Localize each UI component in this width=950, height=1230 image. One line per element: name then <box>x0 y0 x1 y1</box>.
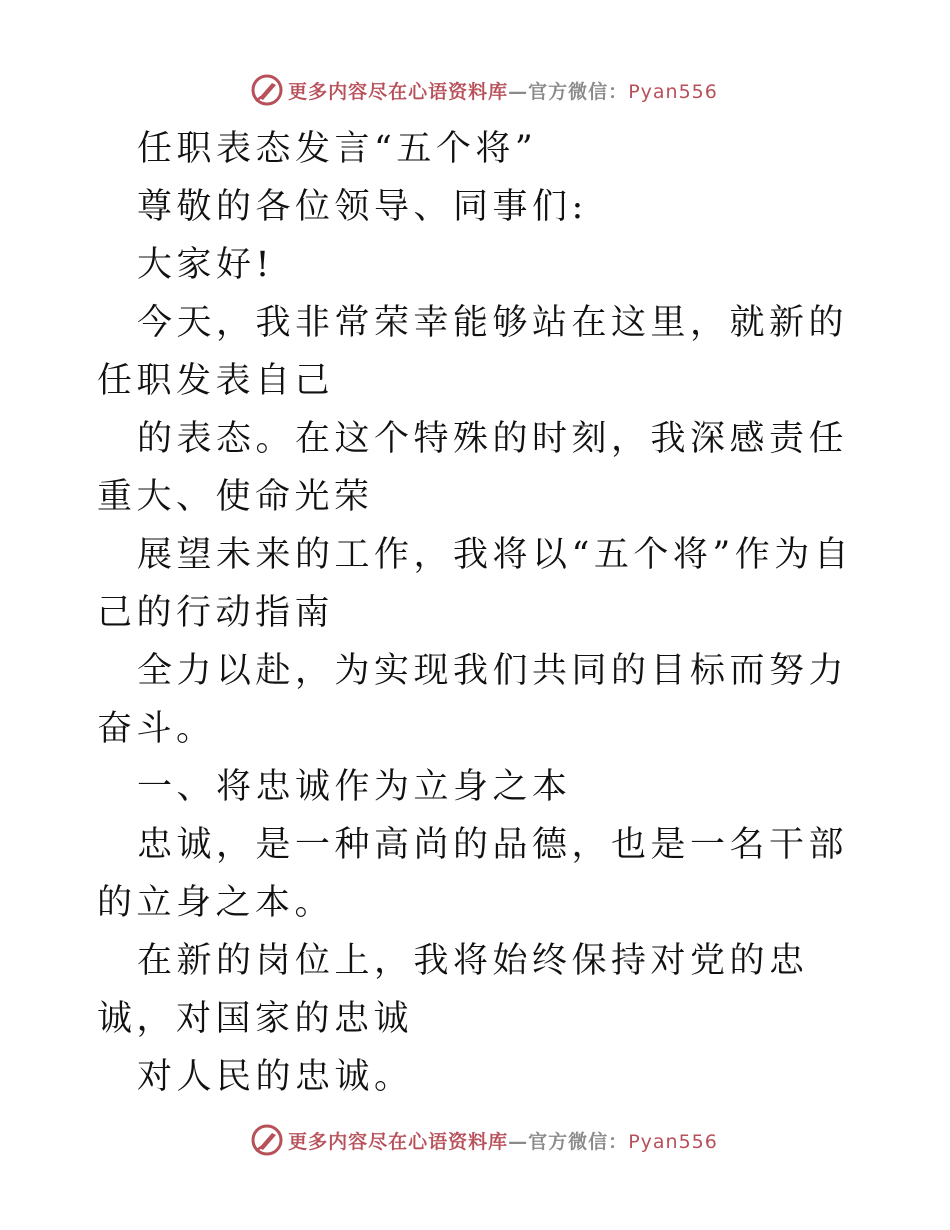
footer-watermark <box>0 1120 950 1160</box>
paragraph: 在新的岗位上，我将始终保持对党的忠诚，对国家的忠诚 <box>97 941 809 1039</box>
paragraph: 忠诚，是一种高尚的品德，也是一名干部的立身之本。 <box>97 825 849 923</box>
watermark-row <box>250 1123 718 1157</box>
watermark-text <box>288 1127 718 1154</box>
watermark-row <box>250 73 718 107</box>
watermark-wechat-id: Pyan556 <box>628 80 718 103</box>
header-watermark <box>0 70 950 110</box>
watermark-wechat-id: Pyan556 <box>628 1130 718 1153</box>
watermark-text <box>288 77 718 104</box>
paragraph: 对人民的忠诚。 <box>137 1057 414 1097</box>
watermark-wechat-label: —官方微信： <box>508 80 629 103</box>
greeting: 大家好! <box>137 245 275 285</box>
salutation: 尊敬的各位领导、同事们: <box>137 187 588 227</box>
document-title: 任职表态发言“五个将” <box>137 129 538 169</box>
paragraph: 全力以赴，为实现我们共同的目标而努力奋斗。 <box>97 651 849 749</box>
quill-logo-icon <box>250 73 284 107</box>
section-heading: 一、将忠诚作为立身之本 <box>137 767 572 807</box>
document-body <box>97 120 857 1106</box>
paragraph: 展望未来的工作，我将以“五个将”作为自己的行动指南 <box>97 535 854 633</box>
watermark-site: 更多内容尽在心语资料库 <box>288 1130 509 1153</box>
watermark-site: 更多内容尽在心语资料库 <box>288 80 509 103</box>
paragraph: 今天，我非常荣幸能够站在这里，就新的任职发表自己 <box>97 303 849 401</box>
watermark-wechat-label: —官方微信： <box>508 1130 629 1153</box>
paragraph: 的表态。在这个特殊的时刻，我深感责任重大、使命光荣 <box>97 419 849 517</box>
quill-logo-icon <box>250 1123 284 1157</box>
